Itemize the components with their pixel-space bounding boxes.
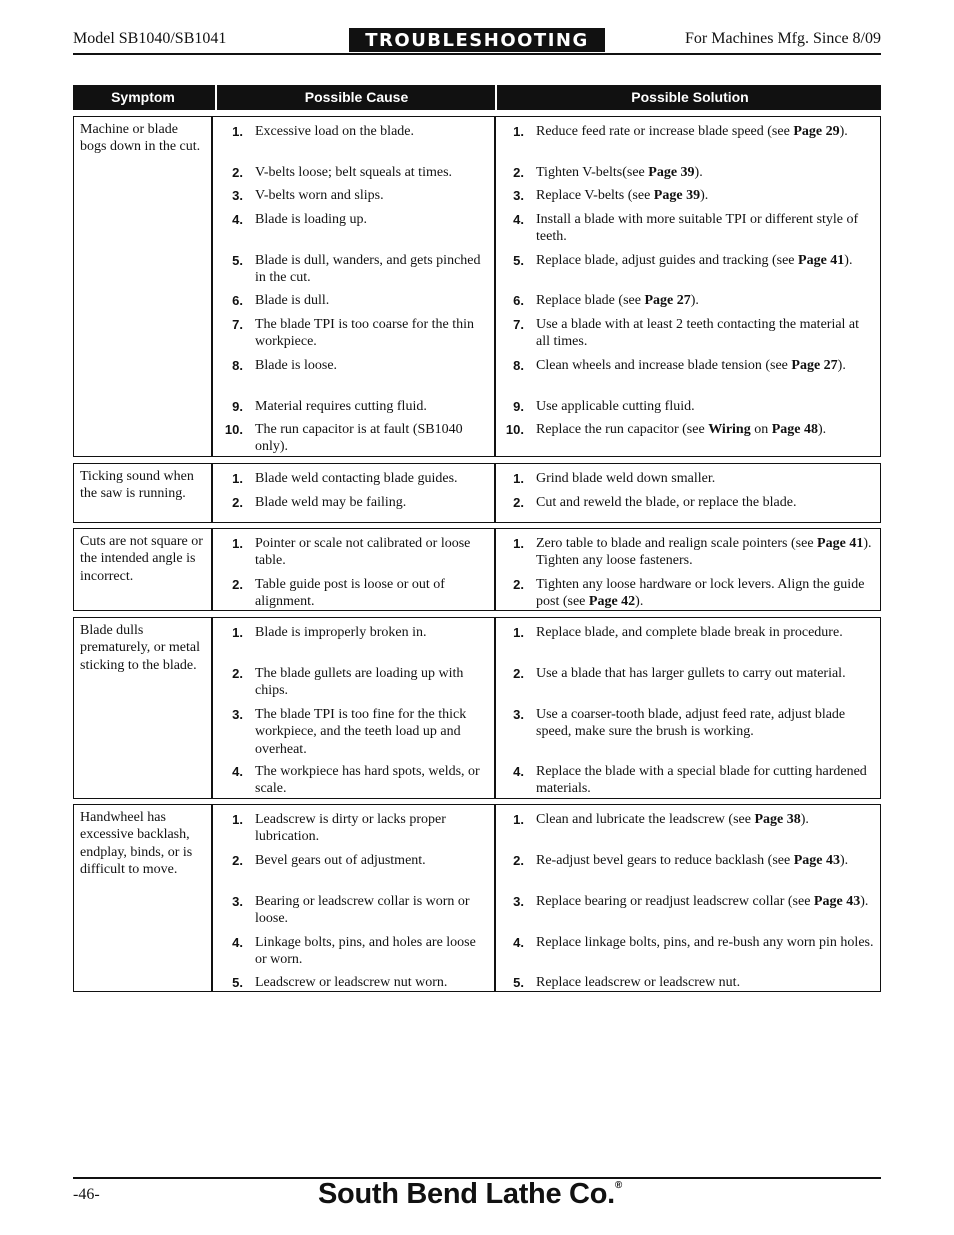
solution-number: 1. [513,625,524,640]
solution-number: 4. [513,764,524,779]
cause-text: Bevel gears out of adjustment. [255,853,426,868]
cause-text: Blade is improperly broken in. [255,625,427,640]
symptom-cell: Handwheel has excessive backlash, endplay, binds, or is difficult to move. [74,805,213,991]
cause-number: 1. [232,471,243,486]
cause-text: Linkage bolts, pins, and holes are loose or worn. [255,935,476,968]
cause-number: 10. [224,422,243,437]
solution-cell [496,529,880,610]
solution-text: Replace bearing or readjust leadscrew collar (see Page 43). [536,894,869,909]
cause-number: 5. [232,975,243,990]
solution-cell [496,464,880,522]
solution-number: 2. [513,577,524,592]
solution-text: Use a coarser-tooth blade, adjust feed rate, adjust blade speed, make sure the brush is working. [536,707,846,740]
cause-text: Excessive load on the blade. [255,124,415,139]
cause-text: Leadscrew or leadscrew nut worn. [255,975,448,990]
solution-number: 9. [513,399,524,414]
solution-text: Clean wheels and increase blade tension (see Page 27). [536,358,846,373]
cause-number: 4. [232,212,243,227]
solution-number: 1. [513,812,524,827]
cause-text: Blade is loading up. [255,212,367,227]
cause-number: 2. [232,165,243,180]
cause-text: Blade is dull. [255,293,330,308]
cause-text: V-belts worn and slips. [255,188,384,203]
header-rule [73,53,881,55]
cause-number: 2. [232,666,243,681]
page-title: TROUBLESHOOTING [349,28,605,52]
solution-number: 4. [513,212,524,227]
solution-text: Replace V-belts (see Page 39). [536,188,709,203]
cause-text: Blade weld contacting blade guides. [255,471,458,486]
cause-text: The blade gullets are loading up with chips. [255,666,464,699]
cause-number: 3. [232,188,243,203]
solution-text: Zero table to blade and realign scale pointers (see Page 41). Tighten any loose fasteners. [536,536,872,569]
solution-number: 3. [513,188,524,203]
cause-column-header: Possible Cause [215,85,496,110]
since-label: For Machines Mfg. Since 8/09 [685,30,881,47]
solution-text: Use a blade with at least 2 teeth contacting the material at all times. [536,317,860,350]
solution-number: 5. [513,975,524,990]
cause-number: 5. [232,253,243,268]
cause-cell [215,464,496,522]
solution-number: 8. [513,358,524,373]
solution-number: 6. [513,293,524,308]
cause-text: Material requires cutting fluid. [255,399,427,414]
cause-text: Blade weld may be failing. [255,495,407,510]
solution-number: 7. [513,317,524,332]
cause-number: 1. [232,124,243,139]
solution-text: Use a blade that has larger gullets to carry out material. [536,666,846,681]
cause-number: 8. [232,358,243,373]
solution-text: Use applicable cutting fluid. [536,399,695,414]
page-header [73,28,881,54]
cause-text: The blade TPI is too coarse for the thin workpiece. [255,317,475,350]
solution-cell [496,805,880,991]
cause-text: V-belts loose; belt squeals at times. [255,165,453,180]
cause-number: 3. [232,894,243,909]
solution-cell [496,618,880,798]
cause-number: 1. [232,536,243,551]
solution-number: 5. [513,253,524,268]
cause-number: 7. [232,317,243,332]
solution-text: Clean and lubricate the leadscrew (see Page 38). [536,812,809,827]
solution-number: 1. [513,536,524,551]
cause-cell [215,529,496,610]
solution-text: Tighten V-belts(see Page 39). [536,165,703,180]
cause-number: 2. [232,495,243,510]
solution-text: Replace the run capacitor (see Wiring on Page 48). [536,422,827,437]
cause-text: The blade TPI is too fine for the thick workpiece, and the teeth load up and overheat. [255,707,467,757]
solution-text: Replace blade, adjust guides and tracking (see Page 41). [536,253,853,268]
solution-number: 4. [513,935,524,950]
solution-number: 1. [513,124,524,139]
solution-text: Replace blade, and complete blade break in procedure. [536,625,843,640]
symptom-cell: Cuts are not square or the intended angle is incorrect. [74,529,213,610]
cause-number: 2. [232,577,243,592]
solution-number: 2. [513,853,524,868]
cause-text: Bearing or leadscrew collar is worn or loose. [255,894,470,927]
troubleshooting-section [73,528,881,611]
cause-number: 2. [232,853,243,868]
solution-text: Cut and reweld the blade, or replace the blade. [536,495,797,510]
solution-text: Replace linkage bolts, pins, and re-bush any worn pin holes. [536,935,874,950]
solution-number: 3. [513,894,524,909]
cause-number: 1. [232,625,243,640]
model-label: Model SB1040/SB1041 [73,30,227,47]
symptom-cell: Blade dulls prematurely, or metal sticking to the blade. [74,618,213,798]
solution-column-header: Possible Solution [495,85,883,110]
page-number: -46- [73,1186,100,1203]
table-header [73,85,881,110]
solution-cell [496,117,880,456]
cause-text: Blade is dull, wanders, and gets pinched in the cut. [255,253,481,286]
brand-logo: South Bend Lathe Co.® [318,1178,622,1210]
cause-text: The run capacitor is at fault (SB1040 only). [255,422,463,455]
cause-text: Blade is loose. [255,358,338,373]
solution-text: Reduce feed rate or increase blade speed (see Page 29). [536,124,848,139]
cause-number: 4. [232,935,243,950]
cause-text: Table guide post is loose or out of alignment. [255,577,445,610]
solution-text: Install a blade with more suitable TPI or different style of teeth. [536,212,859,245]
troubleshooting-section [73,617,881,799]
symptom-column-header: Symptom [111,89,175,105]
solution-text: Tighten any loose hardware or lock levers. Align the guide post (see Page 42). [536,577,865,610]
cause-number: 9. [232,399,243,414]
troubleshooting-section [73,116,881,457]
solution-text: Re-adjust bevel gears to reduce backlash (see Page 43). [536,853,849,868]
solution-text: Replace the blade with a special blade for cutting hardened materials. [536,764,867,797]
cause-text: Pointer or scale not calibrated or loose table. [255,536,471,569]
troubleshooting-section [73,463,881,523]
cause-cell [215,805,496,991]
cause-number: 6. [232,293,243,308]
troubleshooting-section [73,804,881,992]
solution-number: 1. [513,471,524,486]
symptom-cell: Machine or blade bogs down in the cut. [74,117,213,456]
solution-text: Replace blade (see Page 27). [536,293,699,308]
cause-number: 3. [232,707,243,722]
cause-number: 1. [232,812,243,827]
solution-text: Replace leadscrew or leadscrew nut. [536,975,741,990]
solution-number: 2. [513,666,524,681]
cause-text: Leadscrew is dirty or lacks proper lubrication. [255,812,446,845]
symptom-cell: Ticking sound when the saw is running. [74,464,213,522]
cause-cell [215,618,496,798]
solution-text: Grind blade weld down smaller. [536,471,716,486]
solution-number: 3. [513,707,524,722]
cause-text: The workpiece has hard spots, welds, or scale. [255,764,480,797]
solution-number: 2. [513,165,524,180]
solution-number: 10. [505,422,524,437]
cause-number: 4. [232,764,243,779]
solution-number: 2. [513,495,524,510]
cause-cell [215,117,496,456]
